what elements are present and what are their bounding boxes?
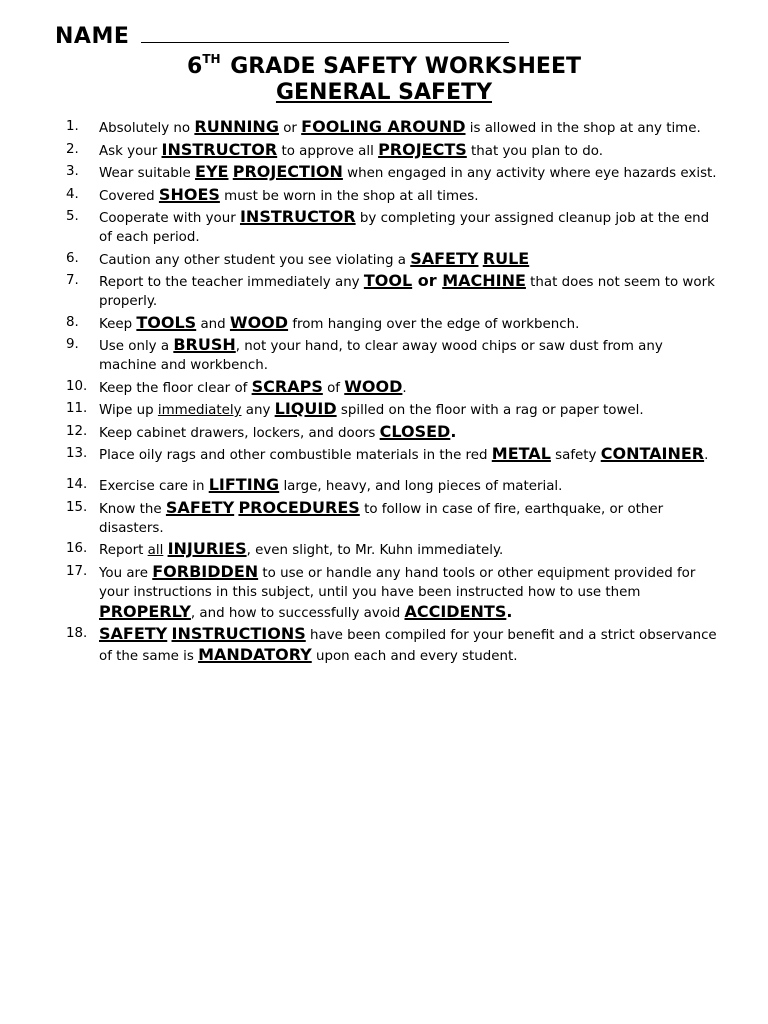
safety-rule-item: 1. Absolutely no RUNNING or FOOLING AROUND is allowed in the shop at any time. [66, 117, 701, 136]
answer-word: CLOSED [379, 421, 451, 441]
rule-number: 11. [66, 401, 88, 416]
answer-word: RUNNING [194, 117, 279, 136]
answer-word: PROJECTION [232, 162, 343, 181]
safety-rule-item: 12. Keep cabinet drawers, lockers, and doors CLOSED. [66, 421, 457, 441]
safety-rule-item: 14. Exercise care in LIFTING large, heavy, and long pieces of material. [66, 475, 563, 494]
bold-text: . [506, 601, 513, 621]
answer-word: METAL [491, 444, 551, 463]
answer-word: LIQUID [274, 399, 337, 418]
emphasis-word: immediately [157, 403, 242, 418]
bold-text: . [450, 421, 457, 441]
rule-number: 15. [66, 499, 88, 515]
rule-number: 17. [66, 563, 88, 579]
safety-rule-item: 4. Covered SHOES must be worn in the shop at all times. [66, 184, 479, 204]
safety-rule-item: 5. Cooperate with your INSTRUCTOR by completing your assigned cleanup job at the end of each period. [66, 207, 710, 245]
answer-word: PROJECTS [378, 139, 467, 159]
rule-number: 12. [66, 423, 88, 439]
rule-number: 5. [66, 209, 79, 224]
answer-word: FOOLING AROUND [301, 117, 466, 136]
safety-rule-item: 3. Wear suitable EYE PROJECTION when engaged in any activity where eye hazards exist. [66, 162, 717, 181]
answer-word: CONTAINER [600, 444, 705, 463]
title-grade-suffix: TH [202, 52, 221, 66]
rule-number: 9. [66, 337, 79, 352]
answer-word: INSTRUCTOR [239, 207, 356, 226]
answer-word: WOOD [229, 312, 289, 332]
name-field [55, 24, 509, 49]
worksheet-subtitle: GENERAL SAFETY [275, 80, 493, 105]
rule-number: 14. [66, 477, 88, 492]
rule-number: 1. [66, 119, 79, 134]
answer-word: RULE [482, 248, 530, 268]
safety-rule-item: 18. SAFETY INSTRUCTIONS have been compiled for your benefit and a strict observance of the same is MANDATORY upon each and every student. [66, 624, 717, 664]
answer-word: MANDATORY [198, 645, 312, 664]
rule-number: 4. [66, 186, 79, 202]
rule-number: 2. [66, 141, 79, 157]
answer-word: INSTRUCTIONS [171, 624, 306, 643]
answer-word: SCRAPS [251, 376, 323, 396]
rule-number: 6. [66, 250, 79, 266]
safety-rule-item: 16. Report all INJURIES, even slight, to Mr. Kuhn immediately. [66, 539, 504, 558]
title-rest: GRADE SAFETY WORKSHEET [222, 54, 581, 79]
name-label: NAME [55, 24, 130, 49]
rule-number: 18. [66, 626, 88, 641]
safety-rule-item: 17. You are FORBIDDEN to use or handle any hand tools or other equipment provided for your instructions in this subject, until you have been instructed how to use them PROPERLY, and how to successfully avoid ACCIDENTS. [66, 561, 696, 621]
answer-word: TOOLS [136, 312, 197, 332]
answer-word: WOOD [344, 376, 403, 396]
bold-text: or [412, 271, 443, 290]
safety-rule-item: 7. Report to the teacher immediately any TOOL or MACHINE that does not seem to work properly. [66, 271, 715, 309]
safety-rule-item: 10. Keep the floor clear of SCRAPS of WOOD. [66, 376, 407, 396]
rule-number: 13. [66, 446, 88, 461]
title-grade-number: 6 [187, 54, 203, 79]
rule-number: 3. [66, 164, 79, 179]
answer-word: SAFETY [165, 497, 235, 517]
safety-rule-item: 15. Know the SAFETY PROCEDURES to follow in case of fire, earthquake, or other disasters. [66, 497, 664, 536]
rule-number: 10. [66, 378, 88, 394]
safety-rule-item: 11. Wipe up immediately any LIQUID spilled on the floor with a rag or paper towel. [66, 399, 644, 418]
name-blank-line[interactable] [141, 24, 509, 43]
answer-word: TOOL [363, 271, 413, 290]
safety-rule-item: 9. Use only a BRUSH, not your hand, to clear away wood chips or saw dust from any machine and workbench. [66, 335, 663, 373]
answer-word: PROPERLY [99, 601, 191, 621]
safety-rule-item: 6. Caution any other student you see violating a SAFETY RULE [66, 248, 530, 268]
safety-rule-item: 8. Keep TOOLS and WOOD from hanging over the edge of workbench. [66, 312, 580, 332]
answer-word: SHOES [158, 184, 220, 204]
answer-word: ACCIDENTS [404, 601, 507, 621]
answer-word: BRUSH [173, 335, 236, 354]
answer-word: INSTRUCTOR [161, 139, 278, 159]
safety-rule-item: 13. Place oily rags and other combustible materials in the red METAL safety CONTAINER. [66, 444, 709, 463]
safety-rule-item: 2. Ask your INSTRUCTOR to approve all PROJECTS that you plan to do. [66, 139, 603, 159]
rule-number: 16. [66, 541, 88, 556]
answer-word: MACHINE [442, 271, 526, 290]
answer-word: LIFTING [208, 475, 280, 494]
answer-word: SAFETY [410, 248, 479, 268]
emphasis-word: all [147, 543, 164, 558]
answer-word: FORBIDDEN [152, 561, 259, 581]
rule-number: 7. [66, 273, 79, 288]
worksheet-title [0, 52, 768, 79]
answer-word: INJURIES [167, 539, 247, 558]
answer-word: SAFETY [99, 624, 168, 643]
safety-rules-list [0, 117, 768, 668]
rule-number: 8. [66, 314, 79, 330]
answer-word: PROCEDURES [238, 497, 360, 517]
answer-word: EYE [195, 162, 229, 181]
